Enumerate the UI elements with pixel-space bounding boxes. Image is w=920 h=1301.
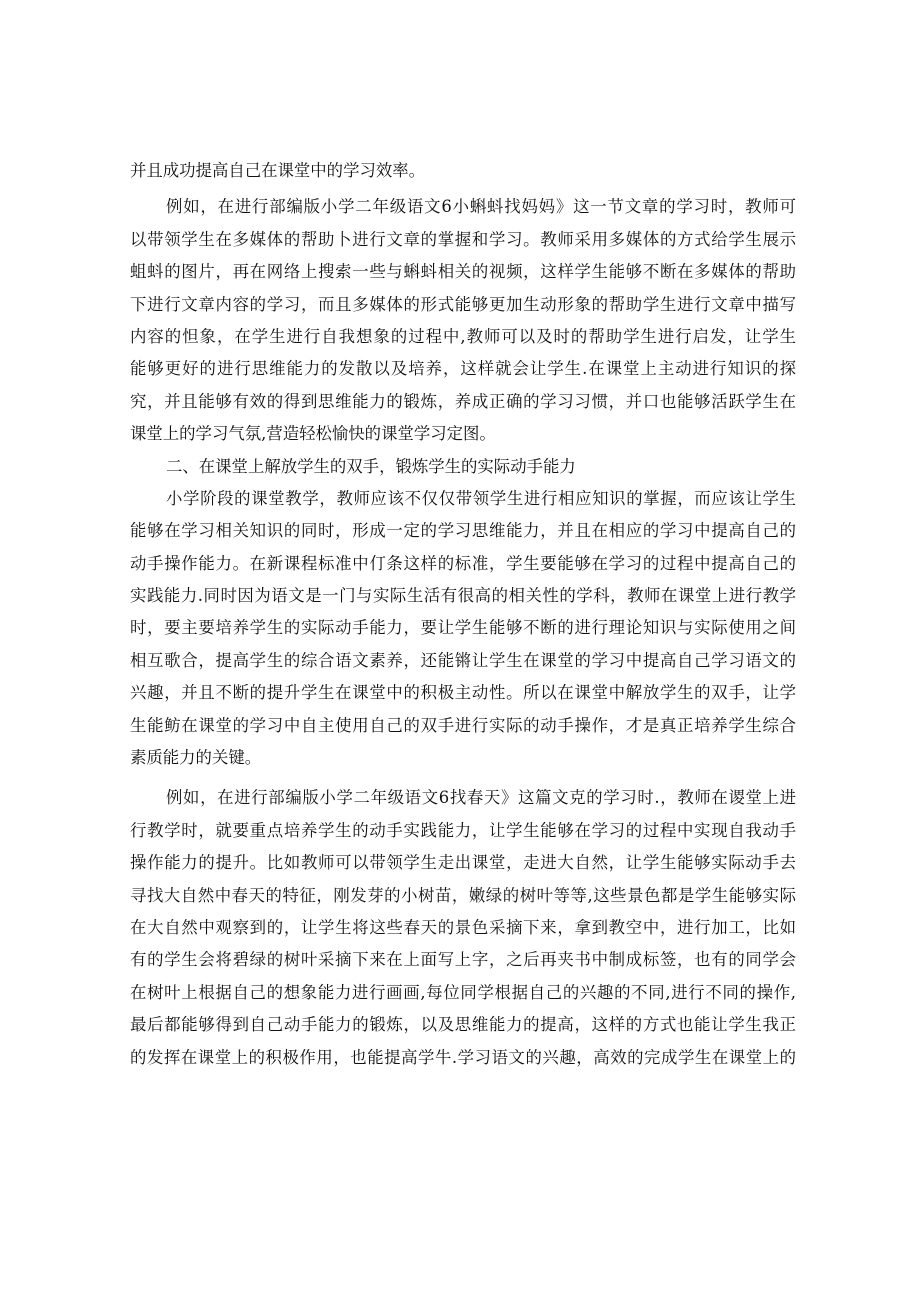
text-line: 小学阶段的课堂教学，教师应该不仅仅带领学生进行相应知识的掌握，而应该让学生 [166,488,796,508]
text-line: 能够更好的进行思维能力的发散以及培养，这样就会让学生.在课堂上主动进行知识的探 [130,359,796,379]
text-line: 能够在学习相关知识的同时，形成一定的学习思维能力，并且在相应的学习中提高自己的 [130,521,796,541]
text-line: 并且成功提高自己在课堂中的学习效率。 [130,161,426,180]
text-line: 内容的怛象，在学生进行自我想象的过程中,教师可以及时的帮助学生进行启发，让学生 [130,326,796,346]
text-line: 行教学时，就要重点培养学生的动手实践能力，让学生能够在学习的过程中实现自我动手 [130,820,796,840]
text-line: 最后都能够得到自己动手能力的锻炼，以及思维能力的提高，这样的方式也能让学生我正 [130,1015,796,1035]
text-line: 有的学生会将碧绿的树叶采摘下来在上面写上字，之后再夹书中制成标签，也有的同学会 [130,950,796,970]
text-line: 下进行文章内容的学习，而且多媒体的形式能够更加生动形象的帮助学生进行文章中描写 [130,294,796,314]
text-line: 课堂上的学习气氛,营造轻松愉快的课堂学习定图。 [130,424,496,444]
text-line: 相互歌合，提高学生的综合语文素养，还能锵让学生在课堂的学习中提高自己学习语文的 [130,650,796,670]
text-line: 例如，在进行部编版小学二年级语文6找春天》这篇文克的学习时.，教师在谡堂上进 [166,788,796,808]
text-line: 以带领学生在多媒体的帮助卜进行文章的掌握和学习。教师采用多媒体的方式给学生展示 [130,229,796,249]
text-line: 例如，在进行部编版小学二年级语文6小蝌蚪找妈妈》这一节文章的学习时，教师可 [166,197,796,217]
text-line: 究，并且能够有效的得到思维能力的锻炼，养成正确的学习习惯，并口也能够活跃学生在 [130,391,796,411]
paragraph [130,155,796,187]
paragraph [130,483,796,775]
text-line: 时，要主要培养学生的实际动手能力，要让学生能够不断的进行理论知识与实际使用之间 [130,618,796,638]
text-line: 操作能力的提升。比如教师可以带领学生走出课堂，走进大自然，让学生能够实际动手去 [130,853,796,873]
text-line: 的发挥在课堂上的积极作用，也能提高学牛.学习语文的兴趣，高效的完成学生在课堂上的 [130,1047,796,1067]
text-line: 在树叶上根据自己的想象能力进行画画,每位同学根据自己的兴趣的不同,进行不同的操作, [130,982,796,1002]
text-line: 在大自然中观察到的，让学生将这些春天的景色采摘下来，拿到教空中，进行加工，比如 [130,917,796,937]
text-line: 蛆蚪的图片，再在网络上搜索一些与蝌蚪相关的视频，这样学生能够不断在多媒体的帮助 [130,262,796,282]
text-line: 寻找大自然中春天的特征，刚发芽的小树苗，嫩绿的树叶等等,这些景色都是学生能够实际 [130,885,796,905]
paragraph [130,191,796,450]
text-line: 兴趣，并且不断的提升学生在课堂中的积极主动性。所以在课堂中解放学生的双手，让学 [130,683,796,703]
text-line: 素质能力的关键。 [130,748,262,768]
text-line: 实践能力.同时因为语文是一门与实际生活有很高的相关性的学科，教师在课堂上进行教学 [130,586,796,606]
document-page [130,155,796,1074]
paragraph [130,782,796,1074]
heading-text: 二、在课堂上解放学生的双手，锻炼学生的实际动手能力 [166,456,576,476]
text-line: 生能鲂在课堂的学习中自主使用自己的双手进行实际的动手操作，才是真正培养学生综合 [130,715,796,735]
text-line: 动手操作能力。在新课程标准中仃条这样的标准，学生要能够在学习的过程中提高自己的 [130,553,796,573]
section-heading [130,451,796,483]
